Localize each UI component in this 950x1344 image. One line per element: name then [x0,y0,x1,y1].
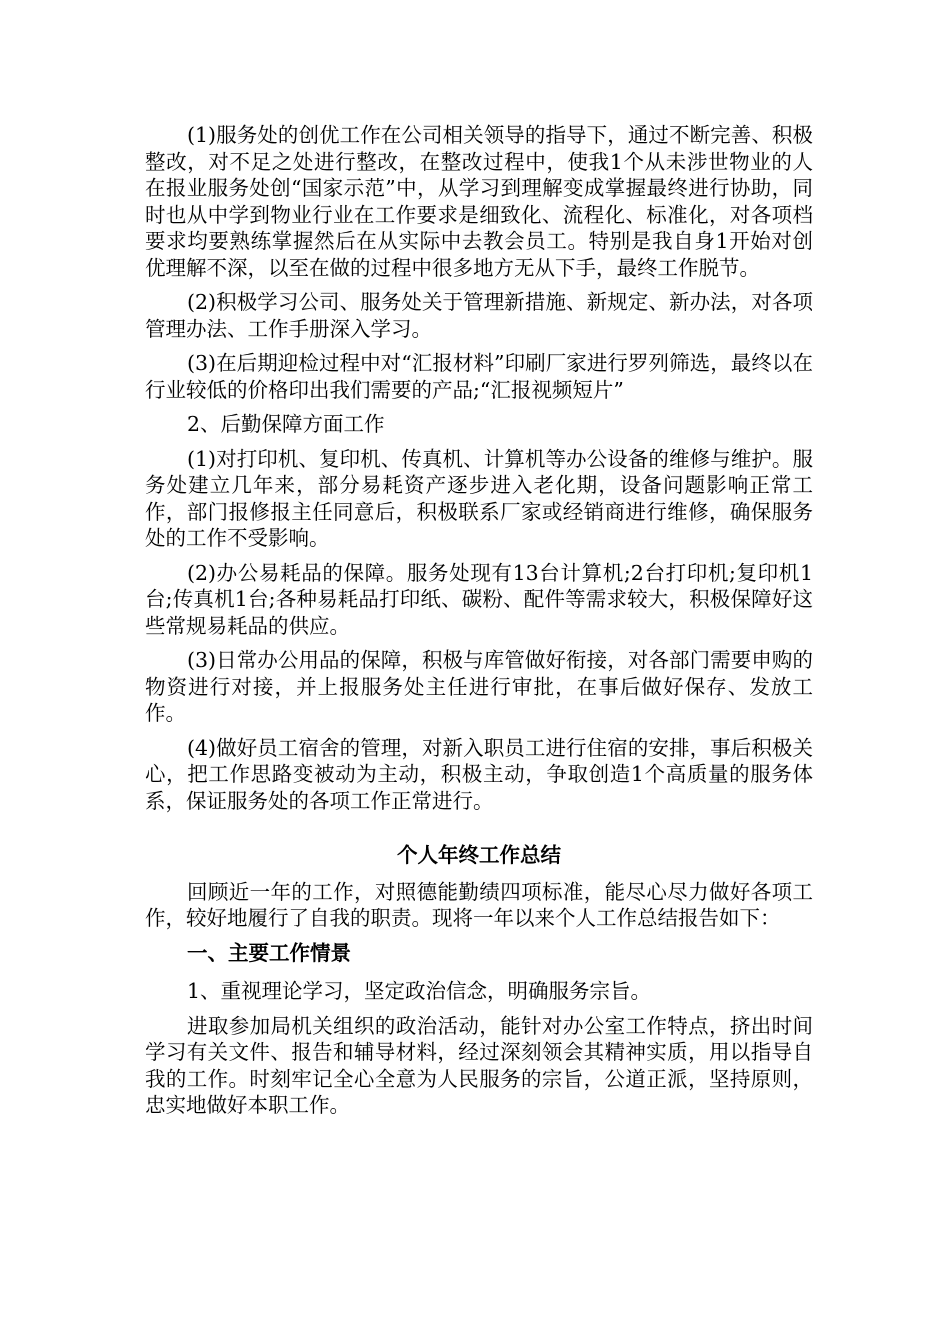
paragraph-political-activities: 进取参加局机关组织的政治活动，能针对办公室工作特点，挤出时间学习有关文件、报告和辅导材料，经过深刻领会其精神实质，用以指导自我的工作。时刻牢记全心全意为人民服务的宗旨，公道正派，坚持原则，忠实地做好本职工作。 [145,1013,813,1117]
document-page [145,122,813,1127]
paragraph-consumables: (2)办公易耗品的保障。服务处现有13台计算机;2台打印机;复印机1台;传真机1台;各种易耗品打印纸、碳粉、配件等需求较大，积极保障好这些常规易耗品的供应。 [145,560,813,638]
document-title: 个人年终工作总结 [397,843,561,867]
paragraph-dormitory: (4)做好员工宿舍的管理，对新入职员工进行住宿的安排，事后积极关心，把工作思路变被动为主动，积极主动，争取创造1个高质量的服务体系，保证服务处的各项工作正常进行。 [145,735,813,813]
section-heading: 一、主要工作情景 [187,940,351,965]
paragraph-office-supplies: (3)日常办公用品的保障，积极与库管做好衔接，对各部门需要申购的物资进行对接，并上报服务处主任进行审批，在事后做好保存、发放工作。 [145,648,813,725]
paragraph-equipment-maintenance: (1)对打印机、复印机、传真机、计算机等办公设备的维修与维护。服务处建立几年来，部分易耗资产逐步进入老化期，设备问题影响正常工作，部门报修报主任同意后，积极联系厂家或经销商进行维修，确保服务处的工作不受影响。 [145,446,813,550]
paragraph-learning-policies: (2)积极学习公司、服务处关于管理新措施、新规定、新办法，对各项管理办法、工作手册深入学习。 [145,290,813,341]
paragraph-intro: 回顾近一年的工作，对照德能勤绩四项标准，能尽心尽力做好各项工作，较好地履行了自我的职责。现将一年以来个人工作总结报告如下： [145,879,813,930]
paragraph-theory-study: 1、重视理论学习，坚定政治信念，明确服务宗旨。 [187,979,652,1003]
paragraph-report-materials: (3)在后期迎检过程中对“汇报材料”印刷厂家进行罗列筛选，最终以在行业较低的价格印出我们需要的产品;“汇报视频短片” [145,351,813,402]
paragraph-creation-work: (1)服务处的创优工作在公司相关领导的指导下，通过不断完善、积极整改，对不足之处进行整改，在整改过程中，使我1个从未涉世物业的人在报业服务处创“国家示范”中，从学习到理解变成掌握最终进行协助，同时也从中学到物业行业在工作要求是细致化、流程化、标准化，对各项档要求均要熟练掌握然后在从实际中去教会员工。特别是我自身1开始对创优理解不深，以至在做的过程中很多地方无从下手，最终工作脱节。 [145,123,813,280]
subheading-logistics: 2、后勤保障方面工作 [187,412,385,436]
